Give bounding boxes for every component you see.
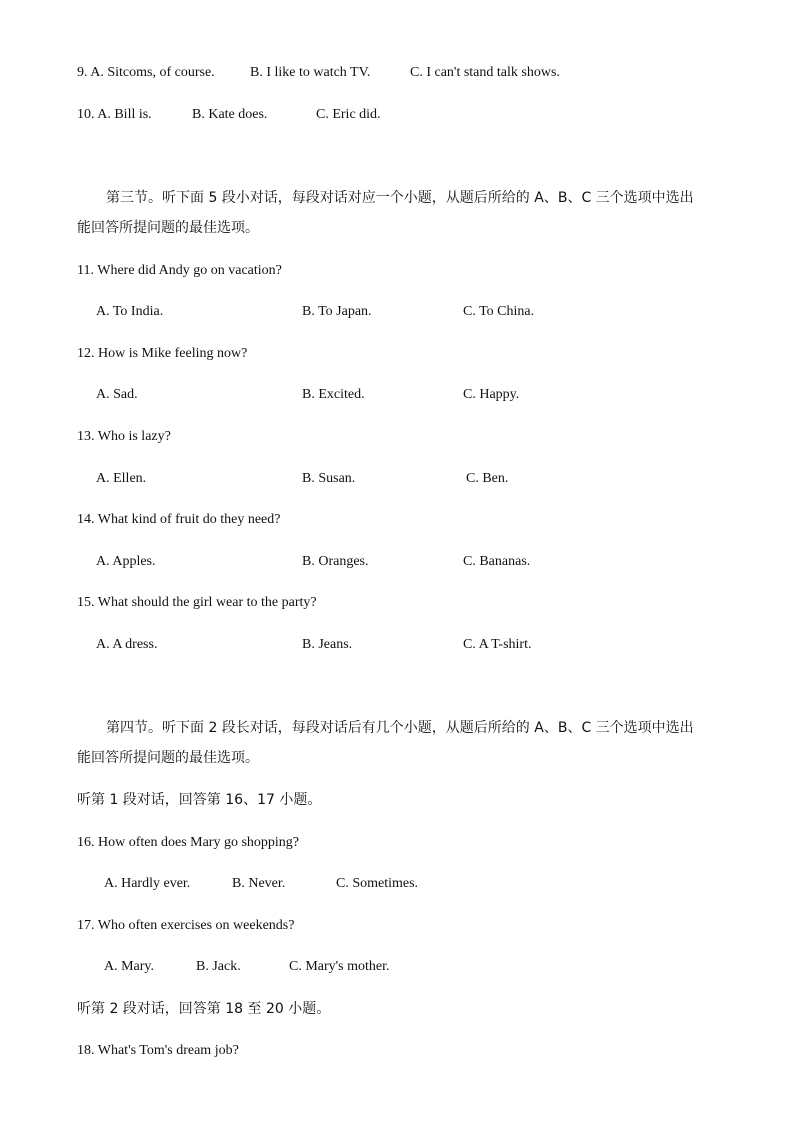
q10-option-b: B. Kate does.: [192, 107, 268, 122]
q18-stem: 18. What's Tom's dream job?: [77, 1043, 239, 1058]
q16-option-a: A. Hardly ever.: [104, 876, 191, 891]
q15-option-a: A. A dress.: [96, 637, 158, 652]
q15-stem: 15. What should the girl wear to the party?: [77, 595, 317, 610]
q9-option-c: C. I can't stand talk shows.: [410, 65, 560, 80]
q17-stem: 17. Who often exercises on weekends?: [77, 918, 295, 933]
q10-option-c: C. Eric did.: [316, 107, 381, 122]
q9-option-a: 9. A. Sitcoms, of course.: [77, 65, 215, 80]
q15-option-c: C. A T-shirt.: [463, 637, 532, 652]
q12-stem: 12. How is Mike feeling now?: [77, 346, 248, 361]
q16-stem: 16. How often does Mary go shopping?: [77, 835, 300, 850]
q12-option-b: B. Excited.: [302, 387, 365, 402]
q11-option-b: B. To Japan.: [302, 304, 372, 319]
q13-option-b: B. Susan.: [302, 471, 356, 486]
q16-option-c: C. Sometimes.: [336, 876, 419, 891]
q17-option-b: B. Jack.: [196, 959, 241, 974]
q14-option-a: A. Apples.: [96, 554, 156, 569]
section4-instruction-line1: 第四节。听下面 2 段长对话，每段对话后有几个小题，从题后所给的 A、B、C 三个选项中选出: [106, 720, 694, 736]
q14-option-c: C. Bananas.: [463, 554, 531, 569]
q12-option-c: C. Happy.: [463, 387, 520, 402]
dialog2-instruction: 听第 2 段对话，回答第 18 至 20 小题。: [77, 1001, 331, 1017]
q10-option-a: 10. A. Bill is.: [77, 107, 152, 122]
q11-option-c: C. To China.: [463, 304, 535, 319]
q16-option-b: B. Never.: [232, 876, 286, 891]
dialog1-instruction: 听第 1 段对话，回答第 16、17 小题。: [77, 792, 322, 808]
q14-stem: 14. What kind of fruit do they need?: [77, 512, 281, 527]
section4-instruction-line2: 能回答所提问题的最佳选项。: [77, 750, 259, 766]
q17-option-c: C. Mary's mother.: [289, 959, 390, 974]
q13-option-a: A. Ellen.: [96, 471, 147, 486]
q9-option-b: B. I like to watch TV.: [250, 65, 371, 80]
q13-stem: 13. Who is lazy?: [77, 429, 171, 444]
q11-option-a: A. To India.: [96, 304, 164, 319]
q12-option-a: A. Sad.: [96, 387, 138, 402]
q15-option-b: B. Jeans.: [302, 637, 353, 652]
section3-instruction-line1: 第三节。听下面 5 段小对话，每段对话对应一个小题，从题后所给的 A、B、C 三个选项中选出: [106, 190, 694, 206]
q14-option-b: B. Oranges.: [302, 554, 369, 569]
q13-option-c: C. Ben.: [466, 471, 509, 486]
q11-stem: 11. Where did Andy go on vacation?: [77, 263, 282, 278]
q17-option-a: A. Mary.: [104, 959, 155, 974]
section3-instruction-line2: 能回答所提问题的最佳选项。: [77, 220, 259, 236]
